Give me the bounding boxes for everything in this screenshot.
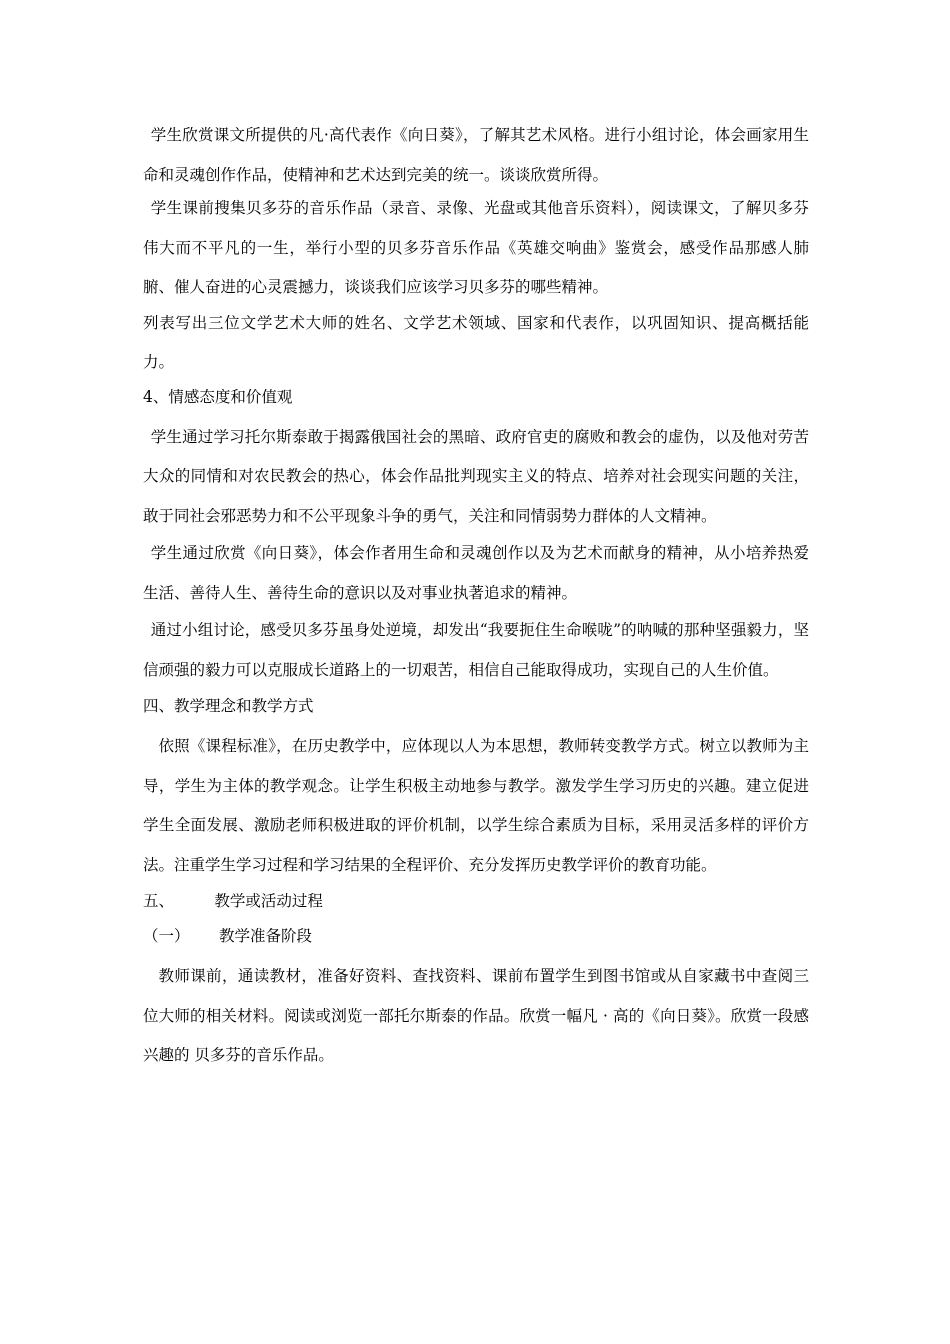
heading-section-five-number: 五、 bbox=[143, 892, 175, 910]
heading-section-five bbox=[143, 885, 809, 918]
heading-subsection-one-number: （一） bbox=[143, 927, 190, 945]
paragraph-table-summary: 列表写出三位文学艺术大师的姓名、文学艺术领域、国家和代表作，以巩固知识、提高概括能力。 bbox=[143, 313, 809, 371]
heading-section-four: 四、教学理念和教学方式 bbox=[143, 697, 314, 715]
heading-subsection-one bbox=[143, 920, 809, 953]
paragraph-group-discussion: 通过小组讨论，感受贝多芬虽身处逆境，却发出“我要扼住生命喉咙”的呐喊的那种坚强毅力，坚信顽强的毅力可以克服成长道路上的一切艰苦，相信自己能取得成功，实现自己的人生价值。 bbox=[143, 621, 809, 679]
heading-section-five-text: 教学或活动过程 bbox=[214, 892, 323, 910]
paragraph-van-gogh-appreciation: 学生欣赏课文所提供的凡·高代表作《向日葵》，了解其艺术风格。进行小组讨论，体会画家用生命和灵魂创作作品，使精神和艺术达到完美的统一。谈谈欣赏所得。 bbox=[143, 126, 809, 184]
paragraph-teaching-philosophy: 依照《课程标准》，在历史教学中，应体现以人为本思想，教师转变教学方式。树立以教师为主导，学生为主体的教学观念。让学生积极主动地参与教学。激发学生学习历史的兴趣。建立促进学生全面发展、激励老师积极进取的评价机制，以学生综合素质为目标，采用灵活多样的评价方法。注重学生学习过程和学习结果的全程评价、充分发挥历史教学评价的教育功能。 bbox=[143, 737, 809, 874]
paragraph-beethoven-music: 学生课前搜集贝多芬的音乐作品（录音、录像、光盘或其他音乐资料），阅读课文，了解贝多芬伟大而不平凡的一生，举行小型的贝多芬音乐作品《英雄交响曲》鉴赏会，感受作品那感人肺腑、催人奋进的心灵震撼力，谈谈我们应该学习贝多芬的哪些精神。 bbox=[143, 199, 809, 296]
heading-subsection-one-text: 教学准备阶段 bbox=[218, 927, 312, 945]
heading-emotion-values: 4、情感态度和价值观 bbox=[143, 387, 293, 406]
paragraph-tolstoy: 学生通过学习托尔斯泰敢于揭露俄国社会的黑暗、政府官吏的腐败和教会的虚伪，以及他对劳苦大众的同情和对农民教会的热心，体会作品批判现实主义的特点、培养对社会现实问题的关注，敢于同社会邪恶势力和不公平现象斗争的勇气，关注和同情弱势力群体的人文精神。 bbox=[143, 427, 809, 525]
document-page bbox=[143, 116, 809, 1076]
paragraph-sunflowers: 学生通过欣赏《向日葵》，体会作者用生命和灵魂创作以及为艺术而献身的精神，从小培养热爱生活、善待人生、善待生命的意识以及对事业执著追求的精神。 bbox=[143, 544, 809, 602]
paragraph-teacher-preparation: 教师课前，通读教材，准备好资料、查找资料、课前布置学生到图书馆或从自家藏书中查阅三位大师的相关材料。阅读或浏览一部托尔斯泰的作品。欣赏一幅凡 · 高的《向日葵》。欣赏一段感兴趣的 贝多芬的音乐作品。 bbox=[143, 967, 809, 1064]
